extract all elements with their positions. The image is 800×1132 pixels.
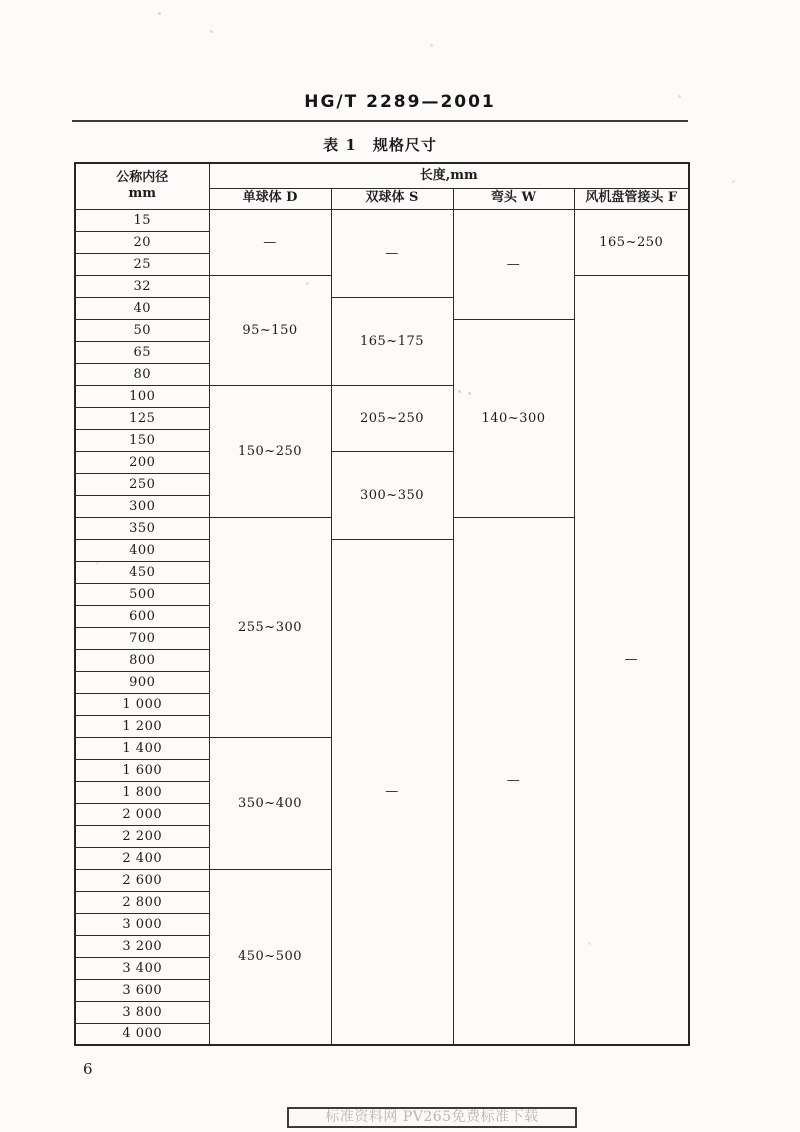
nominal-diameter-cell: 15: [75, 209, 209, 231]
nominal-diameter-cell: 2 000: [75, 803, 209, 825]
nominal-diameter-cell: 25: [75, 253, 209, 275]
nominal-diameter-cell: 100: [75, 385, 209, 407]
col-header-nominal-diameter-line1: 公称内径: [116, 170, 169, 185]
nominal-diameter-cell: 200: [75, 451, 209, 473]
col-header-elbow: 弯头 W: [453, 188, 574, 209]
nominal-diameter-cell: 4 000: [75, 1023, 209, 1045]
value-cell-elbow: 140~300: [453, 319, 574, 517]
value-cell-single-sphere: 95~150: [209, 275, 331, 385]
spec-table-header: [75, 163, 689, 209]
table-title: 表 1 规格尺寸: [323, 136, 437, 154]
nominal-diameter-cell: 350: [75, 517, 209, 539]
value-cell-double-sphere: 300~350: [331, 451, 453, 539]
value-cell-double-sphere: —: [331, 209, 453, 297]
nominal-diameter-cell: 80: [75, 363, 209, 385]
spec-table-body: [75, 209, 689, 1045]
nominal-diameter-cell: 700: [75, 627, 209, 649]
table-row: [75, 209, 689, 231]
spec-table: [74, 162, 690, 1046]
value-cell-double-sphere: 165~175: [331, 297, 453, 385]
nominal-diameter-cell: 50: [75, 319, 209, 341]
nominal-diameter-cell: 150: [75, 429, 209, 451]
nominal-diameter-cell: 1 400: [75, 737, 209, 759]
nominal-diameter-cell: 2 400: [75, 847, 209, 869]
col-header-single-sphere: 单球体 D: [209, 188, 331, 209]
nominal-diameter-cell: 40: [75, 297, 209, 319]
header-row-1: [75, 163, 689, 188]
nominal-diameter-cell: 450: [75, 561, 209, 583]
nominal-diameter-cell: 300: [75, 495, 209, 517]
nominal-diameter-cell: 400: [75, 539, 209, 561]
nominal-diameter-cell: 3 400: [75, 957, 209, 979]
nominal-diameter-cell: 32: [75, 275, 209, 297]
col-header-nominal-diameter: [75, 163, 209, 209]
col-header-fan-coil-joint: 风机盘管接头 F: [574, 188, 689, 209]
header-rule: [72, 120, 688, 122]
nominal-diameter-cell: 20: [75, 231, 209, 253]
nominal-diameter-cell: 125: [75, 407, 209, 429]
page-number: 6: [83, 1060, 93, 1078]
nominal-diameter-cell: 3 600: [75, 979, 209, 1001]
nominal-diameter-cell: 2 600: [75, 869, 209, 891]
value-cell-double-sphere: —: [331, 539, 453, 1045]
value-cell-double-sphere: 205~250: [331, 385, 453, 451]
nominal-diameter-cell: 600: [75, 605, 209, 627]
value-cell-elbow: —: [453, 517, 574, 1045]
col-header-nominal-diameter-line2: mm: [128, 186, 156, 202]
nominal-diameter-cell: 2 800: [75, 891, 209, 913]
nominal-diameter-cell: 2 200: [75, 825, 209, 847]
nominal-diameter-cell: 1 800: [75, 781, 209, 803]
nominal-diameter-cell: 1 600: [75, 759, 209, 781]
value-cell-fan-coil-joint: —: [574, 275, 689, 1045]
nominal-diameter-cell: 250: [75, 473, 209, 495]
scan-noise: [158, 12, 161, 15]
nominal-diameter-cell: 800: [75, 649, 209, 671]
value-cell-single-sphere: 450~500: [209, 869, 331, 1045]
value-cell-single-sphere: —: [209, 209, 331, 275]
watermark: 标准资料网 PV265免费标准下载: [287, 1107, 577, 1128]
nominal-diameter-cell: 3 000: [75, 913, 209, 935]
value-cell-single-sphere: 150~250: [209, 385, 331, 517]
nominal-diameter-cell: 900: [75, 671, 209, 693]
nominal-diameter-cell: 65: [75, 341, 209, 363]
value-cell-elbow: —: [453, 209, 574, 319]
standard-number: HG/T 2289—2001: [304, 92, 496, 112]
nominal-diameter-cell: 3 200: [75, 935, 209, 957]
value-cell-fan-coil-joint: 165~250: [574, 209, 689, 275]
nominal-diameter-cell: 1 000: [75, 693, 209, 715]
value-cell-single-sphere: 255~300: [209, 517, 331, 737]
nominal-diameter-cell: 3 800: [75, 1001, 209, 1023]
col-header-double-sphere: 双球体 S: [331, 188, 453, 209]
value-cell-single-sphere: 350~400: [209, 737, 331, 869]
nominal-diameter-cell: 1 200: [75, 715, 209, 737]
col-header-length: 长度,mm: [209, 163, 689, 188]
nominal-diameter-cell: 500: [75, 583, 209, 605]
